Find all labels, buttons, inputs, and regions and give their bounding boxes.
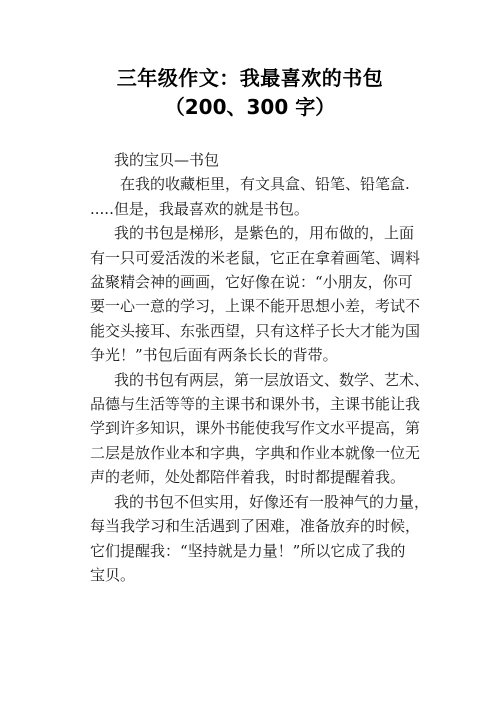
- paragraph-line: .....但是，我最喜欢的就是书包。: [90, 199, 309, 218]
- paragraph-line: 品德与生活等等的主课书和课外书，主课书能让我: [90, 395, 421, 414]
- paragraph-line: 我的书包有两层，第一层放语文、数学、艺术、: [114, 370, 430, 389]
- paragraph-line: 宝贝。: [90, 565, 136, 584]
- paragraph-line: 每当我学习和生活遇到了困难，准备放弃的时候，: [90, 517, 421, 536]
- essay-paragraph-3: [90, 368, 430, 490]
- paragraph-line: 争光！”书包后面有两条长长的背带。: [90, 346, 338, 365]
- document-subtitle: （200、300 字）: [164, 95, 336, 119]
- paragraph-line: 我的书包是梯形，是紫色的，用布做的，上面: [114, 224, 415, 243]
- document-title: 三年级作文：我最喜欢的书包: [116, 66, 384, 90]
- paragraph-line: 要一心一意的学习，上课不能开思想小差，考试不: [90, 297, 421, 316]
- paragraph-line: 它们提醒我：“坚持就是力量！”所以它成了我的: [90, 541, 406, 560]
- paragraph-line: 二层是放作业本和字典，字典和作业本就像一位无: [90, 443, 421, 462]
- paragraph-line: 我的书包不但实用，好像还有一股神气的力量，: [114, 492, 430, 511]
- paragraph-line: 声的老师，处处都陪伴着我，时时都提醒着我。: [90, 468, 406, 487]
- paragraph-line: 能交头接耳、东张西望，只有这样子长大才能为国: [90, 321, 421, 340]
- paragraph-line: 盆聚精会神的画画，它好像在说：“小朋友，你可: [90, 273, 413, 292]
- essay-paragraph-1: [90, 172, 430, 221]
- essay-heading-text: 我的宝贝—书包: [114, 151, 220, 169]
- paragraph-line: 在我的收藏柜里，有文具盒、铅笔、铅笔盒.: [120, 175, 410, 194]
- essay-paragraph-4: [90, 490, 430, 588]
- essay-heading: [90, 148, 430, 172]
- paragraph-line: 学到许多知识，课外书能使我写作文水平提高，第: [90, 419, 421, 438]
- essay-paragraph-2: [90, 221, 430, 367]
- paragraph-line: 有一只可爱活泼的米老鼠，它正在拿着画笔、调料: [90, 248, 421, 267]
- essay-body: [90, 148, 430, 587]
